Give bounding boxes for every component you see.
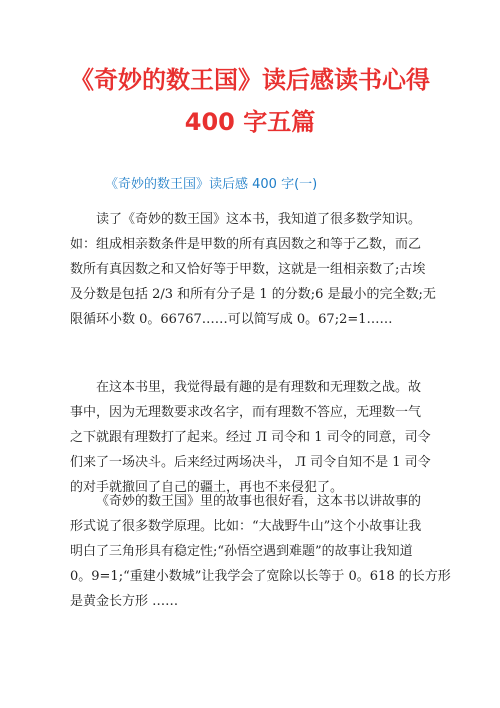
paragraph-line: 如：组成相亲数条件是甲数的所有真因数之和等于乙数，而乙 xyxy=(70,237,422,252)
paragraph-line: 的对手就撤回了自己的疆土，再也不来侵犯了。 xyxy=(70,480,344,495)
section-heading: 《奇妙的数王国》读后感 400 字(一) xyxy=(105,177,318,192)
paragraph-3 xyxy=(70,489,451,614)
paragraph-line: 事中，因为无理数要求改名字，而有理数不答应，无理数一气 xyxy=(70,405,422,420)
paragraph-line: 读了《奇妙的数王国》这本书，我知道了很多数学知识。 xyxy=(96,212,422,227)
paragraph-line: 限循环小数 0。66767……可以简写成 0。67;2=1…… xyxy=(70,312,393,327)
paragraph-line: 形式说了很多数学原理。比如：“大战野牛山”这个小故事让我 xyxy=(70,519,422,534)
document-title-line-2: 400 字五篇 xyxy=(184,108,316,136)
paragraph-line: 及分数是包括 2/3 和所有分子是 1 的分数;6 是最小的完全数;无 xyxy=(70,287,436,302)
paragraph-line: 明白了三角形具有稳定性;“孙悟空遇到难题”的故事让我知道 xyxy=(70,544,413,559)
paragraph-1 xyxy=(70,207,436,332)
paragraph-line: 数所有真因数之和又恰好等于甲数，这就是一组相亲数了;古埃 xyxy=(70,262,426,277)
paragraph-line: 在这本书里，我觉得最有趣的是有理数和无理数之战。故 xyxy=(96,380,422,395)
document-title-line-1: 《奇妙的数王国》读后感读书心得 xyxy=(70,66,430,94)
paragraph-line: 们来了一场决斗。后来经过两场决斗， Л 司令自知不是 1 司令 xyxy=(70,455,431,470)
paragraph-line: 0。9=1;“重建小数城”让我学会了宽除以长等于 0。618 的长方形 xyxy=(70,569,451,584)
paragraph-line: 之下就跟有理数打了起来。经过 Л 司令和 1 司令的同意，司令 xyxy=(70,430,431,445)
paragraph-line: 《奇妙的数王国》里的故事也很好看，这本书以讲故事的 xyxy=(96,494,422,509)
paragraph-line: 是黄金长方形 …… xyxy=(70,594,179,609)
paragraph-2 xyxy=(70,375,430,500)
